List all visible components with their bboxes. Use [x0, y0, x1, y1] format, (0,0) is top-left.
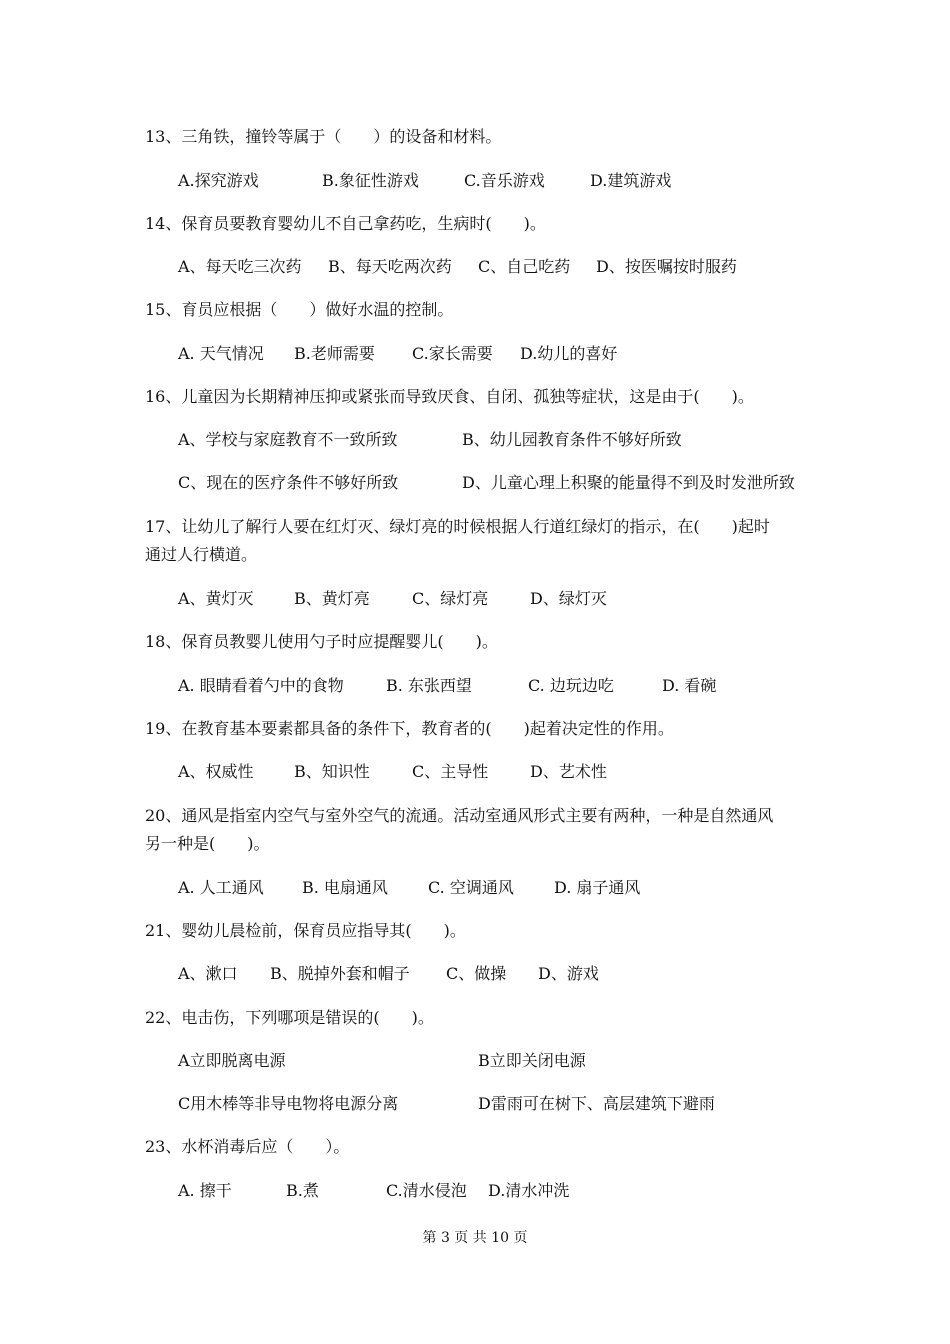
question-20-option-c: C. 空调通风 — [428, 878, 514, 897]
question-21-option-c: C、做操 — [446, 964, 507, 983]
question-13-option-a: A.探究游戏 — [178, 171, 259, 190]
question-13-stem: 13、三角铁，撞铃等属于（ ）的设备和材料。 — [145, 127, 502, 146]
question-17-option-a: A、黄灯灭 — [178, 589, 254, 608]
question-20-option-d: D. 扇子通风 — [554, 878, 641, 897]
question-20-stem-line2: 另一种是( )。 — [145, 834, 270, 853]
question-19-option-b: B、知识性 — [294, 762, 370, 781]
question-22-option-b: B立即关闭电源 — [478, 1051, 586, 1070]
question-22-stem: 22、电击伤，下列哪项是错误的( )。 — [145, 1008, 434, 1027]
question-23-option-b: B.煮 — [286, 1181, 319, 1200]
question-20-stem-line1: 20、通风是指室内空气与室外空气的流通。活动室通风形式主要有两种，一种是自然通风 — [145, 806, 774, 825]
page-footer: 第 3 页 共 10 页 — [422, 1230, 528, 1246]
question-20-option-b: B. 电扇通风 — [302, 878, 388, 897]
question-18-option-b: B. 东张西望 — [386, 676, 472, 695]
question-13-option-d: D.建筑游戏 — [590, 171, 672, 190]
question-19-stem: 19、在教育基本要素都具备的条件下，教育者的( )起着决定性的作用。 — [145, 719, 674, 738]
question-19-option-a: A、权威性 — [178, 762, 254, 781]
question-22-option-a: A立即脱离电源 — [178, 1051, 286, 1070]
question-21-option-d: D、游戏 — [538, 964, 599, 983]
question-16-option-c: C、现在的医疗条件不够好所致 — [178, 473, 399, 492]
question-18-stem: 18、保育员教婴儿使用勺子时应提醒婴儿( )。 — [145, 632, 498, 651]
question-16-option-d: D、儿童心理上积聚的能量得不到及时发泄所致 — [462, 473, 795, 492]
question-21-option-a: A、漱口 — [178, 964, 238, 983]
question-13-option-b: B.象征性游戏 — [322, 171, 419, 190]
question-21-option-b: B、脱掉外套和帽子 — [270, 964, 410, 983]
question-13-option-c: C.音乐游戏 — [464, 171, 545, 190]
question-15-option-b: B.老师需要 — [294, 344, 375, 363]
question-23-option-c: C.清水侵泡 — [386, 1181, 467, 1200]
question-17-option-d: D、绿灯灭 — [530, 589, 607, 608]
question-17-stem-line2: 通过人行横道。 — [145, 545, 258, 564]
question-16-option-a: A、学校与家庭教育不一致所致 — [178, 430, 398, 449]
question-19-option-d: D、艺术性 — [530, 762, 607, 781]
question-23-stem: 23、水杯消毒后应（ ）。 — [145, 1137, 350, 1156]
question-16-option-b: B、幼儿园教育条件不够好所致 — [462, 430, 682, 449]
question-15-option-d: D.幼儿的喜好 — [520, 344, 618, 363]
question-22-option-d: D雷雨可在树下、高层建筑下避雨 — [478, 1094, 715, 1113]
question-18-option-d: D. 看碗 — [662, 676, 717, 695]
question-14-option-c: C、自己吃药 — [478, 257, 571, 276]
question-21-stem: 21、婴幼儿晨检前，保育员应指导其( )。 — [145, 921, 466, 940]
question-18-option-c: C. 边玩边吃 — [528, 676, 614, 695]
question-23-option-d: D.清水冲洗 — [488, 1181, 570, 1200]
question-17-stem-line1: 17、让幼儿了解行人要在红灯灭、绿灯亮的时候根据人行道红绿灯的指示，在( )起时 — [145, 517, 770, 536]
question-19-option-c: C、主导性 — [412, 762, 489, 781]
question-14-stem: 14、保育员要教育婴幼儿不自己拿药吃，生病时( )。 — [145, 214, 546, 233]
question-18-option-a: A. 眼睛看着勺中的食物 — [178, 676, 344, 695]
question-15-stem: 15、育员应根据（ ）做好水温的控制。 — [145, 300, 454, 319]
question-15-option-c: C.家长需要 — [412, 344, 493, 363]
question-14-option-a: A、每天吃三次药 — [178, 257, 302, 276]
question-23-option-a: A. 擦干 — [178, 1181, 232, 1200]
question-22-option-c: C用木棒等非导电物将电源分离 — [178, 1094, 399, 1113]
question-14-option-b: B、每天吃两次药 — [328, 257, 452, 276]
question-16-stem: 16、儿童因为长期精神压抑或紧张而导致厌食、自闭、孤独等症状，这是由于( )。 — [145, 387, 754, 406]
question-20-option-a: A. 人工通风 — [178, 878, 264, 897]
question-14-option-d: D、按医嘱按时服药 — [596, 257, 737, 276]
question-17-option-c: C、绿灯亮 — [412, 589, 489, 608]
question-17-option-b: B、黄灯亮 — [294, 589, 370, 608]
question-15-option-a: A. 天气情况 — [178, 344, 264, 363]
